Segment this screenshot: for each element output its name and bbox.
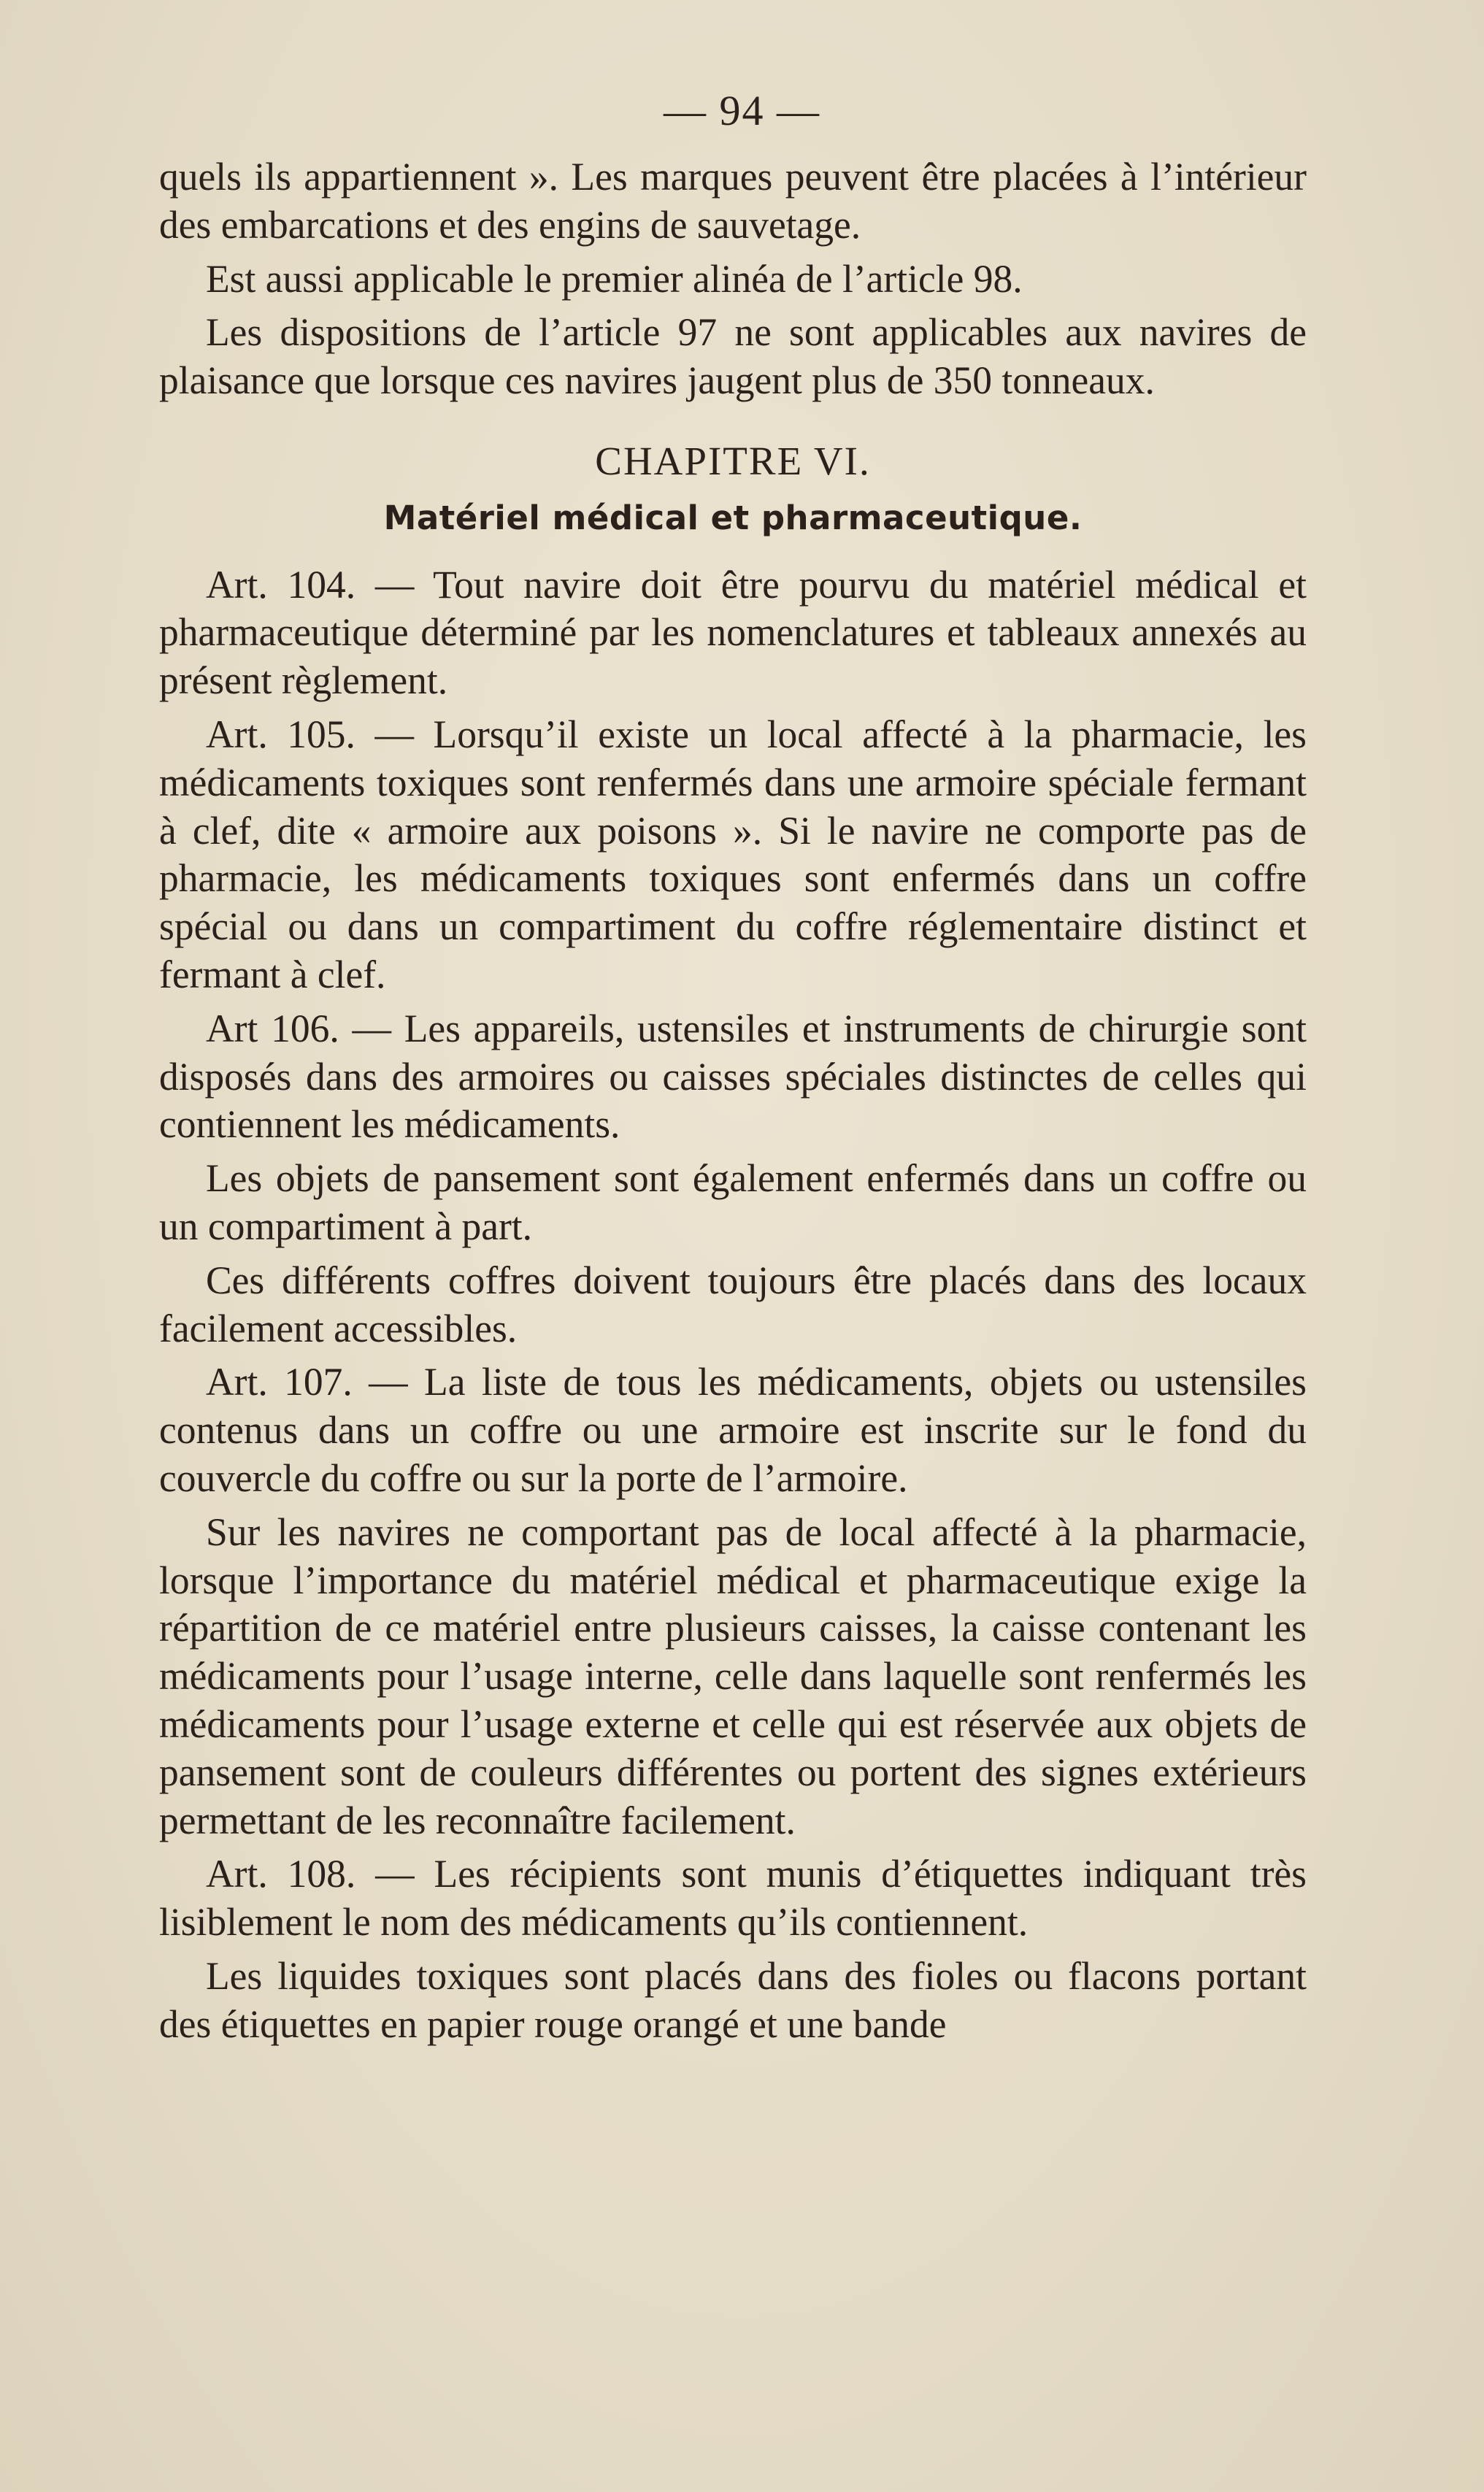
paragraph: Est aussi applicable le premier alinéa de l’article 98. [206, 256, 1023, 301]
article-104 [159, 561, 1307, 705]
article-label: Art. 104. [206, 562, 356, 607]
paragraph: Ces différents coffres doivent toujours être placés dans des locaux facilement accessibles. [159, 1258, 1307, 1350]
paragraph-truncated: Les liquides toxiques sont placés dans des fioles ou flacons portant des étiquettes en papier rouge orangé et une bande [159, 1953, 1307, 2046]
article-label: Art. 107. [206, 1360, 353, 1404]
paragraph-continued: quels ils appartiennent ». Les marques peuvent être placées à l’intérieur des embarcations et des engins de sauvetage. [159, 155, 1307, 247]
article-label: Art. 108. [206, 1852, 356, 1896]
article-106 [159, 1005, 1307, 1149]
article-text: — Les récipients sont munis d’étiquettes indiquant très lisiblement le nom des médicaments qu’ils contiennent. [159, 1852, 1307, 1945]
article-107 [159, 1358, 1307, 1502]
paragraph: Les dispositions de l’article 97 ne sont applicables aux navires de plaisance que lorsque ces navires jaugent plus de 350 tonneaux. [159, 310, 1307, 403]
article-text: — Lorsqu’il existe un local affecté à la pharmacie, les médicaments toxiques sont renfermés dans une armoire spéciale fermant à clef, dite « armoire aux poisons ». Si le navire ne comporte pas de pharmacie, les médicaments toxiques sont enfermés dans un coffre spécial ou dans un compartiment du coffre réglementaire distinct et fermant à clef. [159, 712, 1307, 996]
chapter-title: CHAPITRE VI. [595, 438, 871, 483]
article-108 [159, 1850, 1307, 1947]
article-text: — Tout navire doit être pourvu du matériel médical et pharmaceutique déterminé par les nomenclatures et tableaux annexés au présent règlement. [159, 562, 1307, 703]
article-label: Art 106. [206, 1006, 339, 1050]
chapter-subtitle: Matériel médical et pharmaceutique. [383, 498, 1083, 537]
paragraph: Sur les navires ne comportant pas de local affecté à la pharmacie, lorsque l’importance du matériel médical et pharmaceutique exige la répartition de ce matériel entre plusieurs caisses, la caisse contenant les médicaments pour l’usage interne, celle dans laquelle sont renfermés les médicaments pour l’usage externe et celle qui est réservée aux objets de pansement sont de couleurs différentes ou portent des signes extérieurs permettant de les reconnaître facilement. [159, 1510, 1307, 1842]
article-105 [159, 711, 1307, 999]
page-body [159, 153, 1307, 2054]
article-text: — Les appareils, ustensiles et instruments de chirurgie sont disposés dans des armoires ou caisses spéciales distinctes de celles qui contiennent les médicaments. [159, 1006, 1307, 1147]
article-label: Art. 105. [206, 712, 355, 756]
article-text: — La liste de tous les médicaments, objets ou ustensiles contenus dans un coffre ou une armoire est inscrite sur le fond du couvercle du coffre ou sur la porte de l’armoire. [159, 1360, 1307, 1500]
paragraph: Les objets de pansement sont également enfermés dans un coffre ou un compartiment à part. [159, 1156, 1307, 1248]
page-number: — 94 — [664, 87, 820, 134]
